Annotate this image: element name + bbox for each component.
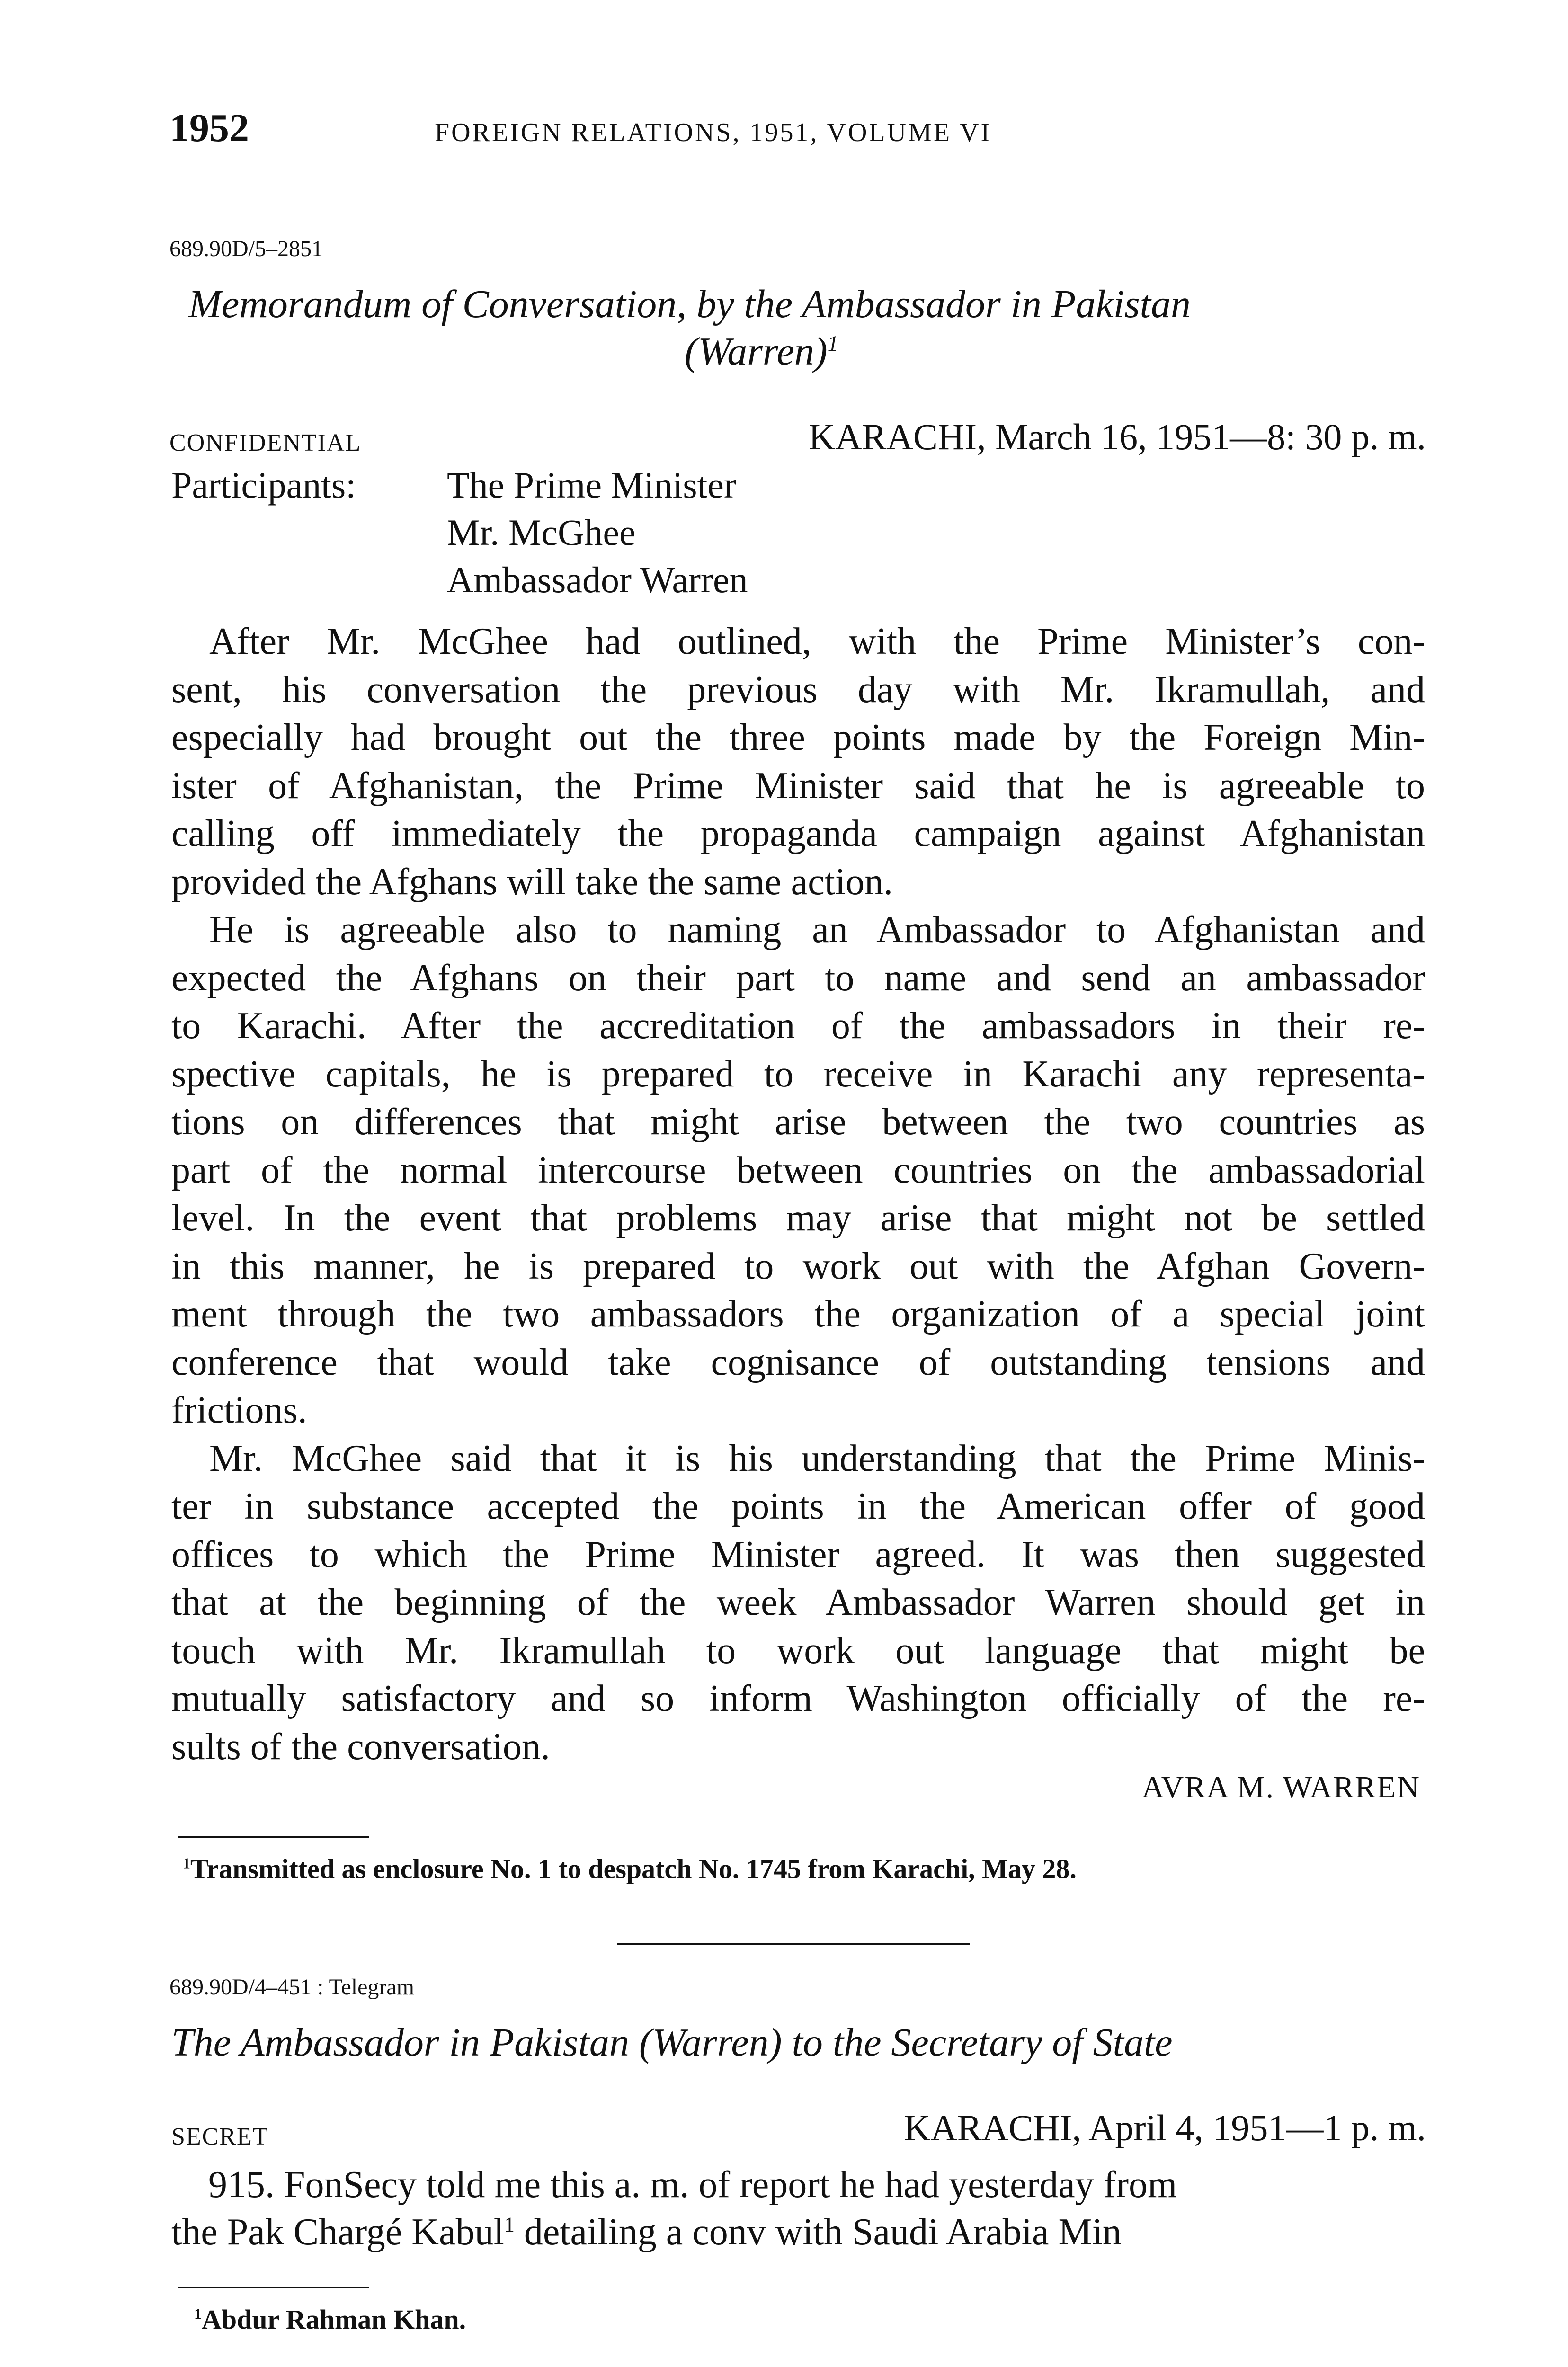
doc1-body-line: to Karachi. After the accreditation of the ambassadors in their re- [171,1005,1425,1047]
doc2-dateline: KARACHI, April 4, 1951—1 p. m. [904,2107,1426,2148]
doc1-body-line: ter in substance accepted the points in the American offer of good [171,1486,1425,1527]
doc1-body-line: calling off immediately the propaganda campaign against Afghanistan [171,813,1425,854]
doc1-body-line: especially had brought out the three points made by the Foreign Min- [171,717,1425,758]
doc1-body-line: conference that would take cognisance of outstanding tensions and [171,1341,1425,1383]
doc1-body-line: offices to which the Prime Minister agreed. It was then suggested [171,1533,1425,1575]
participant-1: The Prime Minister [447,464,736,506]
doc1-body-line: level. In the event that problems may arise that might not be settled [171,1197,1425,1239]
doc1-body-line: touch with Mr. Ikramullah to work out language that might be [171,1629,1425,1672]
doc1-body-line: part of the normal intercourse between countries on the ambassadorial [171,1149,1425,1191]
footnote-rule-1 [178,1836,369,1838]
doc2-line-1: 915. FonSecy told me this a. m. of report he had yesterday from [208,2164,1177,2206]
doc2-footnote-ref: 1 [504,2213,515,2236]
doc1-classification: CONFIDENTIAL [169,429,362,456]
doc1-title-footnote-mark: 1 [827,331,838,356]
doc1-signature: AVRA M. WARREN [1141,1770,1420,1805]
page-number: 1952 [169,106,249,150]
doc2-classification: SECRET [171,2123,269,2150]
doc2-footnote-mark: 1 [194,2305,202,2323]
doc1-body-line: frictions. [171,1389,307,1431]
doc1-title-line1: Memorandum of Conversation, by the Ambassador in Pakistan [188,282,1191,326]
doc2-file-number: 689.90D/4–451 : Telegram [169,1975,415,2000]
doc1-body-line: ment through the two ambassadors the organization of a special joint [171,1293,1425,1335]
doc1-title-line2 [685,329,838,374]
doc1-footnote-text: Transmitted as enclosure No. 1 to despatch No. 1745 from Karachi, May 28. [190,1853,1077,1884]
doc1-body-line: mutually satisfactory and so inform Washington officially of the re- [171,1678,1425,1719]
participant-2: Mr. McGhee [447,512,636,553]
doc1-dateline: KARACHI, March 16, 1951—8: 30 p. m. [808,416,1426,457]
footnote-rule-2 [178,2287,369,2288]
doc1-body-line: sent, his conversation the previous day with Mr. Ikramullah, and [171,668,1425,711]
doc1-body-line: tions on differences that might arise between the two countries as [171,1101,1425,1143]
doc1-footnote [183,1853,1077,1885]
doc2-footnote [194,2304,466,2335]
doc1-body-line: sults of the conversation. [171,1726,550,1768]
participant-3: Ambassador Warren [447,559,748,600]
doc2-line-2 [171,2211,1122,2254]
doc2-title: The Ambassador in Pakistan (Warren) to the Secretary of State [171,2020,1173,2064]
doc2-line-2-start: the Pak Chargé Kabul [171,2211,504,2253]
doc1-body-line: After Mr. McGhee had outlined, with the Prime Minister’s con- [209,621,1425,662]
doc1-footnote-mark: 1 [183,1855,190,1872]
participants-label: Participants: [171,464,356,506]
doc1-file-number: 689.90D/5–2851 [169,236,323,261]
doc1-title-author: (Warren) [685,329,828,374]
doc2-footnote-text: Abdur Rahman Khan. [201,2304,466,2335]
doc1-body-line: provided the Afghans will take the same action. [171,861,893,903]
doc1-body-line: expected the Afghans on their part to name and send an ambassador [171,957,1425,999]
doc2-line-2-end: detailing a conv with Saudi Arabia Min [524,2211,1122,2253]
section-divider [617,1943,970,1945]
doc1-body-line: ister of Afghanistan, the Prime Minister said that he is agreeable to [171,765,1425,807]
doc1-body-line: in this manner, he is prepared to work out with the Afghan Govern- [171,1245,1425,1287]
running-title: FOREIGN RELATIONS, 1951, VOLUME VI [435,118,992,147]
doc1-body-line: He is agreeable also to naming an Ambassador to Afghanistan and [209,909,1425,951]
doc1-body-line: spective capitals, he is prepared to receive in Karachi any representa- [171,1053,1425,1095]
doc1-body-line: Mr. McGhee said that it is his understanding that the Prime Minis- [209,1437,1425,1479]
doc1-body-line: that at the beginning of the week Ambassador Warren should get in [171,1582,1425,1623]
